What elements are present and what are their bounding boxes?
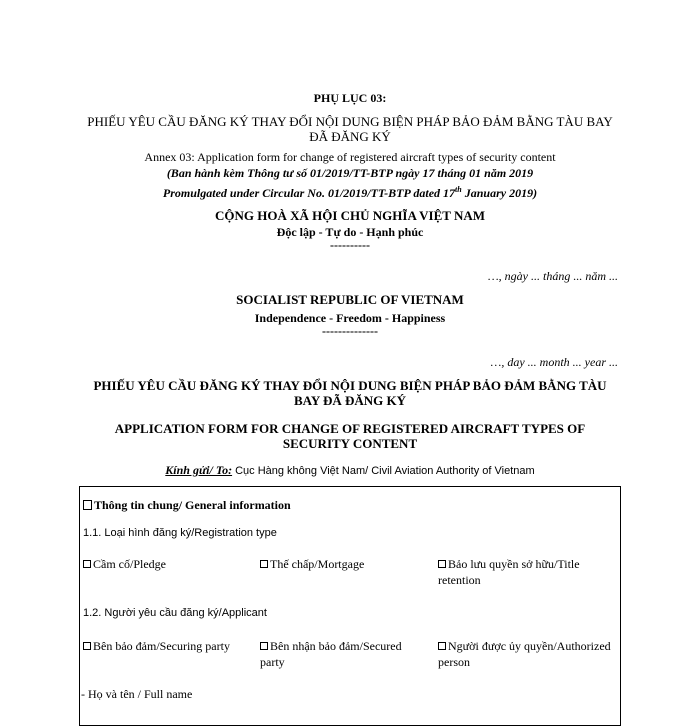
form-title-vi: PHIẾU YÊU CẦU ĐĂNG KÝ THAY ĐỔI NỘI DUNG BIỆN PHÁP BẢO ĐẢM BẰNG TÀU BAY ĐÃ ĐĂNG KÝ (93, 378, 607, 408)
date-line-en: …, day ... month ... year ... (490, 355, 618, 369)
checkbox-icon[interactable] (260, 642, 268, 650)
full-name-label: - Họ và tên / Full name (81, 687, 193, 701)
form-title-en: APPLICATION FORM FOR CHANGE OF REGISTERED AIRCRAFT TYPES OF SECURITY CONTENT (114, 421, 586, 451)
general-info-section (79, 486, 621, 726)
addressee-value: Cục Hàng không Việt Nam/ Civil Aviation Authority of Vietnam (235, 465, 535, 477)
country-name-vi: CỘNG HOÀ XÃ HỘI CHỦ NGHĨA VIỆT NAM (214, 208, 486, 223)
option-authorized-person[interactable]: Người được ủy quyền/Authorized person (438, 639, 611, 669)
motto-separator-en: -------------- (322, 324, 378, 338)
national-motto-vi: Độc lập - Tự do - Hạnh phúc (276, 225, 424, 239)
issued-note-vi: (Ban hành kèm Thông tư số 01/2019/TT-BTP ngày 17 tháng 01 năm 2019 (166, 166, 534, 180)
applicant-label: 1.2. Người yêu cầu đăng ký/Applicant (83, 607, 267, 619)
national-motto-en: Independence - Freedom - Happiness (254, 311, 446, 325)
option-title-retention[interactable]: Bảo lưu quyền sở hữu/Title retention (438, 557, 580, 587)
registration-type-label: 1.1. Loại hình đăng ký/Registration type (83, 527, 277, 539)
checkbox-icon[interactable] (260, 560, 268, 568)
checkbox-icon[interactable] (83, 642, 91, 650)
addressee-label: Kính gửi/ To: (165, 463, 233, 477)
checkbox-icon[interactable] (438, 560, 446, 568)
option-mortgage[interactable]: Thế chấp/Mortgage (260, 556, 364, 572)
checkbox-icon[interactable] (83, 560, 91, 568)
addressee-line (80, 463, 620, 479)
appendix-title-en: Annex 03: Application form for change of registered aircraft types of security content (144, 150, 556, 164)
checkbox-icon[interactable] (438, 642, 446, 650)
issued-note-en: Promulgated under Circular No. 01/2019/TT-BTP dated 17th January 2019) (162, 185, 538, 200)
motto-separator-vi: ---------- (330, 238, 370, 252)
option-securing-party[interactable]: Bên bảo đảm/Securing party (83, 638, 230, 654)
country-name-en: SOCIALIST REPUBLIC OF VIETNAM (236, 292, 464, 307)
section-title: Thông tin chung/ General information (83, 497, 291, 513)
option-secured-party[interactable]: Bên nhận bảo đảm/Secured party (260, 639, 402, 669)
checkbox-section-icon (83, 500, 92, 510)
date-line-vi: …, ngày ... tháng ... năm ... (488, 269, 618, 283)
appendix-title-vi: PHIẾU YÊU CẦU ĐĂNG KÝ THAY ĐỔI NỘI DUNG BIỆN PHÁP BẢO ĐẢM BẰNG TÀU BAY ĐÃ ĐĂNG KÝ (87, 114, 613, 144)
appendix-label: PHỤ LỤC 03: (313, 91, 387, 105)
option-pledge[interactable]: Cầm cố/Pledge (83, 556, 166, 572)
